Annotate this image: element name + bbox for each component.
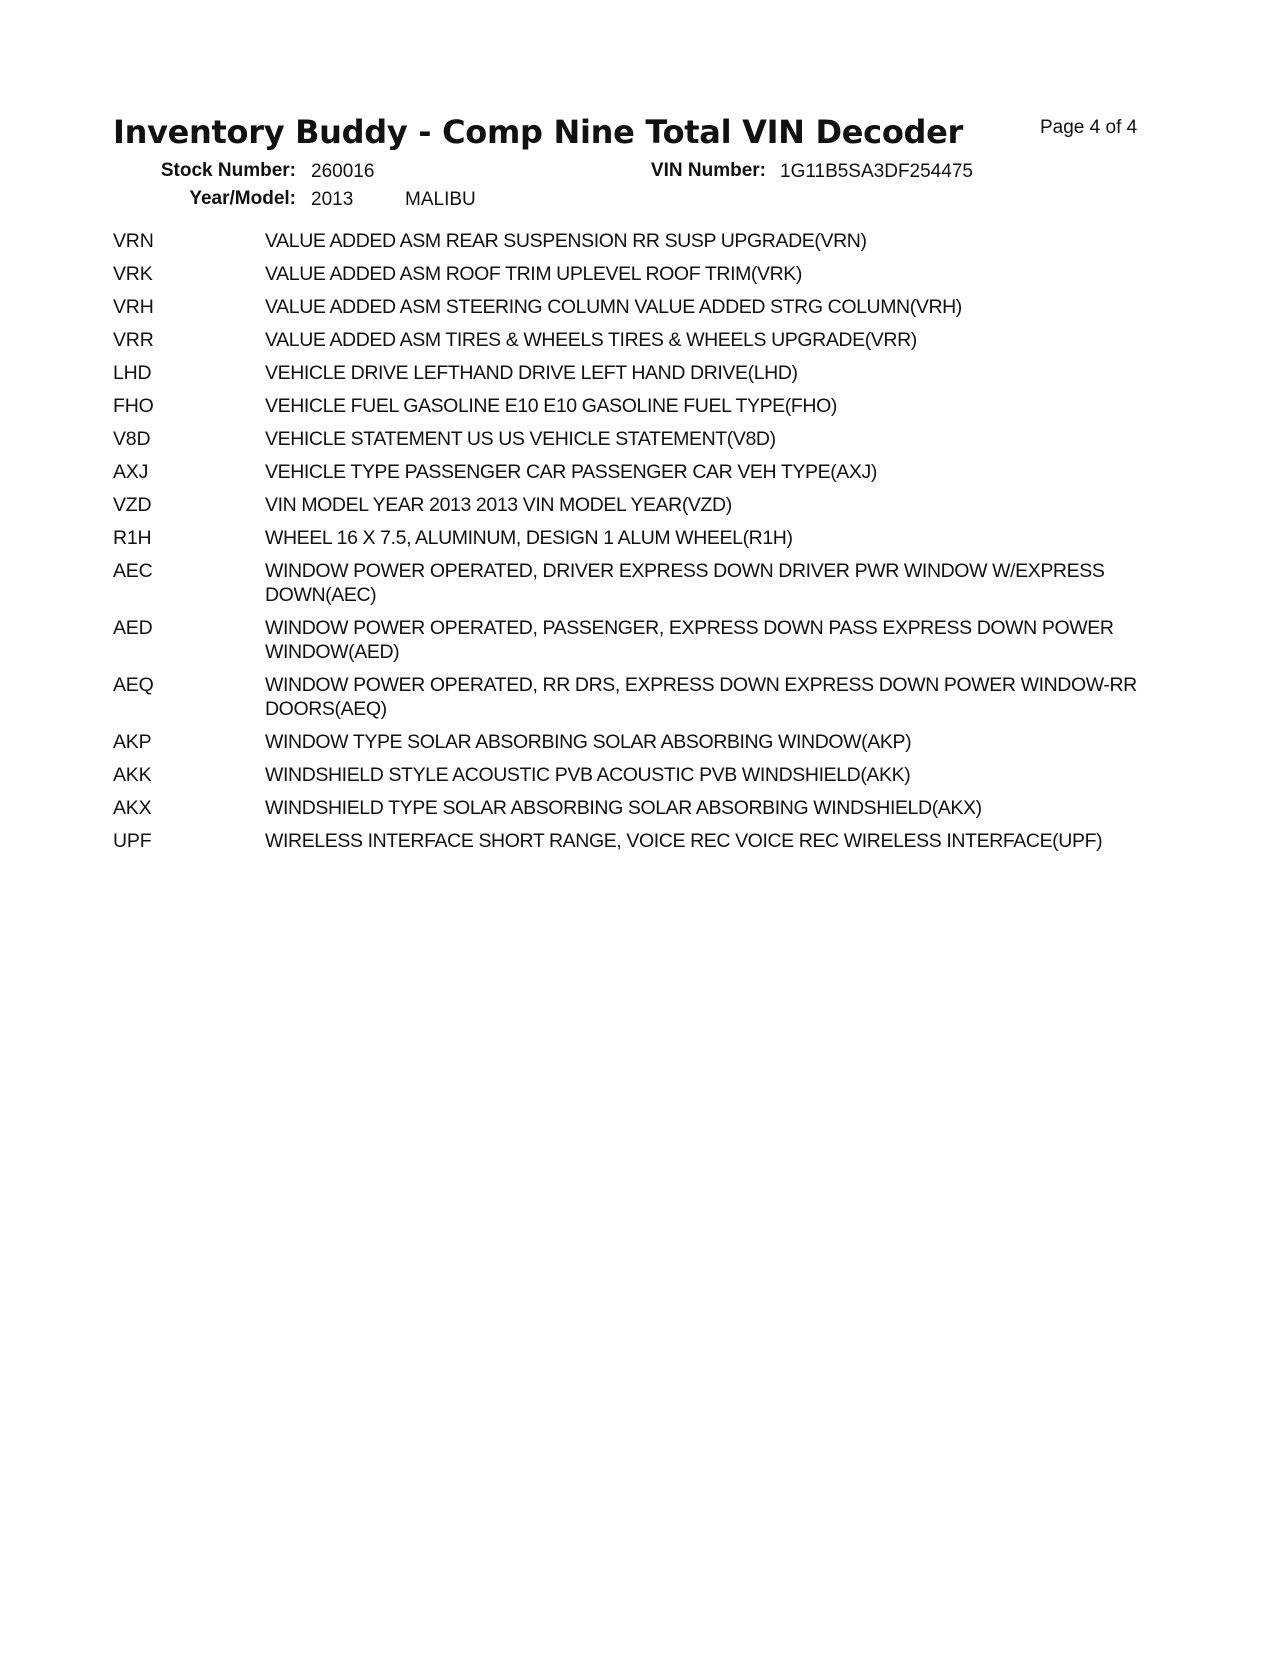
option-code: VRH (113, 296, 154, 318)
option-description: WINDSHIELD TYPE SOLAR ABSORBING SOLAR ABSORBING WINDSHIELD(AKX) (265, 797, 982, 819)
option-description: WINDOW POWER OPERATED, DRIVER EXPRESS DOWN DRIVER PWR WINDOW W/EXPRESS DOWN(AEC) (265, 560, 1105, 606)
year-value: 2013 (311, 189, 354, 210)
option-row (113, 361, 1143, 385)
option-description: VALUE ADDED ASM TIRES & WHEELS TIRES & WHEELS UPGRADE(VRR) (265, 329, 917, 351)
option-description: WINDOW TYPE SOLAR ABSORBING SOLAR ABSORBING WINDOW(AKP) (265, 731, 912, 753)
model-value: MALIBU (405, 189, 476, 210)
option-code: VRK (113, 263, 153, 285)
option-row (113, 526, 1143, 550)
option-description: VIN MODEL YEAR 2013 2013 VIN MODEL YEAR(VZD) (265, 494, 732, 516)
option-code: V8D (113, 428, 151, 450)
option-row (113, 262, 1143, 286)
option-code: AKX (113, 797, 152, 819)
option-row (113, 796, 1143, 820)
option-code: AEQ (113, 674, 154, 696)
option-list (113, 229, 1143, 862)
option-code: AED (113, 617, 153, 639)
option-code: VRN (113, 230, 154, 252)
option-row (113, 460, 1143, 484)
vin-number-label: VIN Number: (650, 160, 766, 181)
option-code: UPF (113, 830, 152, 852)
option-row (113, 295, 1143, 319)
option-row (113, 328, 1143, 352)
option-row (113, 829, 1143, 853)
option-code: AEC (113, 560, 153, 582)
option-description: WINDOW POWER OPERATED, RR DRS, EXPRESS DOWN EXPRESS DOWN POWER WINDOW-RR DOORS(AEQ) (265, 674, 1137, 720)
option-description: VALUE ADDED ASM ROOF TRIM UPLEVEL ROOF TRIM(VRK) (265, 263, 803, 285)
option-description: VALUE ADDED ASM STEERING COLUMN VALUE ADDED STRG COLUMN(VRH) (265, 296, 962, 318)
option-row (113, 427, 1143, 451)
option-description: WINDOW POWER OPERATED, PASSENGER, EXPRESS DOWN PASS EXPRESS DOWN POWER WINDOW(AED) (265, 617, 1114, 663)
option-code: AKK (113, 764, 152, 786)
option-description: WIRELESS INTERFACE SHORT RANGE, VOICE REC VOICE REC WIRELESS INTERFACE(UPF) (265, 830, 1103, 852)
option-description: VALUE ADDED ASM REAR SUSPENSION RR SUSP UPGRADE(VRN) (265, 230, 867, 252)
option-description: WHEEL 16 X 7.5, ALUMINUM, DESIGN 1 ALUM WHEEL(R1H) (265, 527, 793, 549)
option-description: VEHICLE TYPE PASSENGER CAR PASSENGER CAR VEH TYPE(AXJ) (265, 461, 877, 483)
option-code: AKP (113, 731, 152, 753)
option-description: VEHICLE DRIVE LEFTHAND DRIVE LEFT HAND DRIVE(LHD) (265, 362, 798, 384)
option-row (113, 229, 1143, 253)
option-row (113, 616, 1143, 664)
option-row (113, 559, 1143, 607)
option-code: FHO (113, 395, 154, 417)
option-code: R1H (113, 527, 152, 549)
stock-number-value: 260016 (311, 161, 375, 182)
stock-number-label: Stock Number: (160, 160, 296, 181)
year-model-label: Year/Model: (189, 188, 296, 209)
option-row (113, 394, 1143, 418)
option-code: LHD (113, 362, 152, 384)
option-row (113, 763, 1143, 787)
option-row (113, 730, 1143, 754)
option-row (113, 493, 1143, 517)
option-description: VEHICLE FUEL GASOLINE E10 E10 GASOLINE FUEL TYPE(FHO) (265, 395, 837, 417)
option-row (113, 673, 1143, 721)
option-code: VZD (113, 494, 152, 516)
option-code: VRR (113, 329, 154, 351)
option-description: WINDSHIELD STYLE ACOUSTIC PVB ACOUSTIC PVB WINDSHIELD(AKK) (265, 764, 911, 786)
page-number: Page 4 of 4 (1040, 117, 1138, 138)
vin-number-value: 1G11B5SA3DF254475 (780, 161, 973, 182)
document-title: Inventory Buddy - Comp Nine Total VIN Decoder (113, 113, 964, 151)
option-code: AXJ (113, 461, 149, 483)
option-description: VEHICLE STATEMENT US US VEHICLE STATEMENT(V8D) (265, 428, 776, 450)
